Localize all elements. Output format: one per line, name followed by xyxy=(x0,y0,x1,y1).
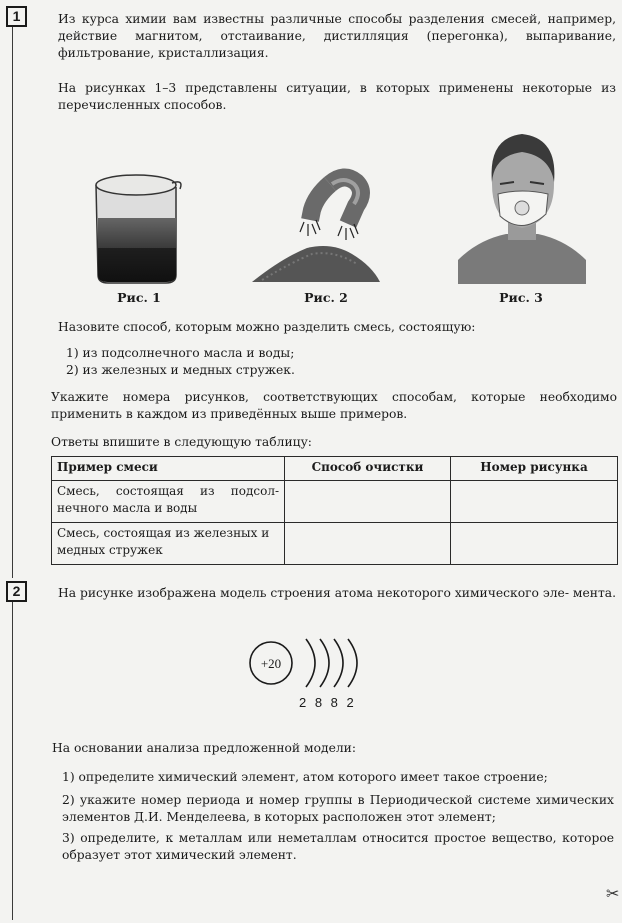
table-header: Способ очистки xyxy=(285,457,451,481)
margin-line xyxy=(12,600,13,920)
table-cell: Смесь, состоящая из подсол- нечного масла и воды xyxy=(52,481,285,523)
answer-cell[interactable] xyxy=(451,481,618,523)
task2-analysis: На основании анализа предложенной модели: xyxy=(52,741,357,755)
table-header: Номер рисунка xyxy=(451,457,618,481)
table-cell: Смесь, состоящая из железных и медных стружек xyxy=(52,523,285,565)
table-header-row xyxy=(52,457,618,481)
figure-caption: Рис. 3 xyxy=(499,290,543,305)
answer-table xyxy=(51,456,618,565)
task1-item: 2) из железных и медных стружек. xyxy=(66,363,295,377)
task-number: 2 xyxy=(6,581,27,602)
table-intro: Ответы впишите в следующую таблицу: xyxy=(51,435,312,449)
task1-instruction: Укажите номера рисунков, соответствующих способам, которые необходимо применить в каждом из приведённых выше примеров. xyxy=(51,390,617,421)
figure-caption: Рис. 1 xyxy=(117,290,161,305)
task2-item: 2) укажите номер периода и номер группы в Периодической системе химических элементов Д.И. Менделеева, в которых расположен этот элемент; xyxy=(62,793,614,824)
person-mask-figure xyxy=(458,132,586,284)
task-number: 1 xyxy=(6,6,27,27)
electron-shell xyxy=(334,639,343,687)
task1-question: Назовите способ, которым можно разделить смесь, состоящую: xyxy=(58,320,476,334)
magnet-figure xyxy=(252,162,382,284)
task2-item: 1) определите химический элемент, атом которого имеет такое строение; xyxy=(62,770,548,784)
answer-cell[interactable] xyxy=(285,481,451,523)
electron-shell xyxy=(320,639,329,687)
atom-model-figure xyxy=(248,636,378,696)
electron-shell xyxy=(348,639,357,687)
figure-caption: Рис. 2 xyxy=(304,290,348,305)
task2-intro: На рисунке изображена модель строения атома некоторого химического эле- мента. xyxy=(58,586,616,600)
margin-line xyxy=(12,22,13,578)
answer-cell[interactable] xyxy=(285,523,451,565)
table-row xyxy=(52,481,618,523)
nucleus-charge: +20 xyxy=(260,656,282,671)
task1-item: 1) из подсолнечного масла и воды; xyxy=(66,346,295,360)
table-row xyxy=(52,523,618,565)
task1-figures-text: На рисунках 1–3 представлены ситуации, в которых применены некоторые из перечисленных способов. xyxy=(58,81,616,112)
electron-shell xyxy=(306,639,315,687)
answer-cell[interactable] xyxy=(451,523,618,565)
beaker-figure xyxy=(88,163,188,288)
table-header: Пример смеси xyxy=(52,457,285,481)
shell-electron-counts: 2 8 8 2 xyxy=(299,695,357,710)
task2-item: 3) определите, к металлам или неметаллам относится простое вещество, которое образует этот химический элемент. xyxy=(62,831,614,862)
scissors-icon: ✂ xyxy=(606,884,620,903)
task1-intro: Из курса химии вам известны различные способы разделения смесей, например, действие магнитом, отстаивание, дистилляция (перегонка), выпаривание, фильтрование, кристаллизация. xyxy=(58,12,616,60)
